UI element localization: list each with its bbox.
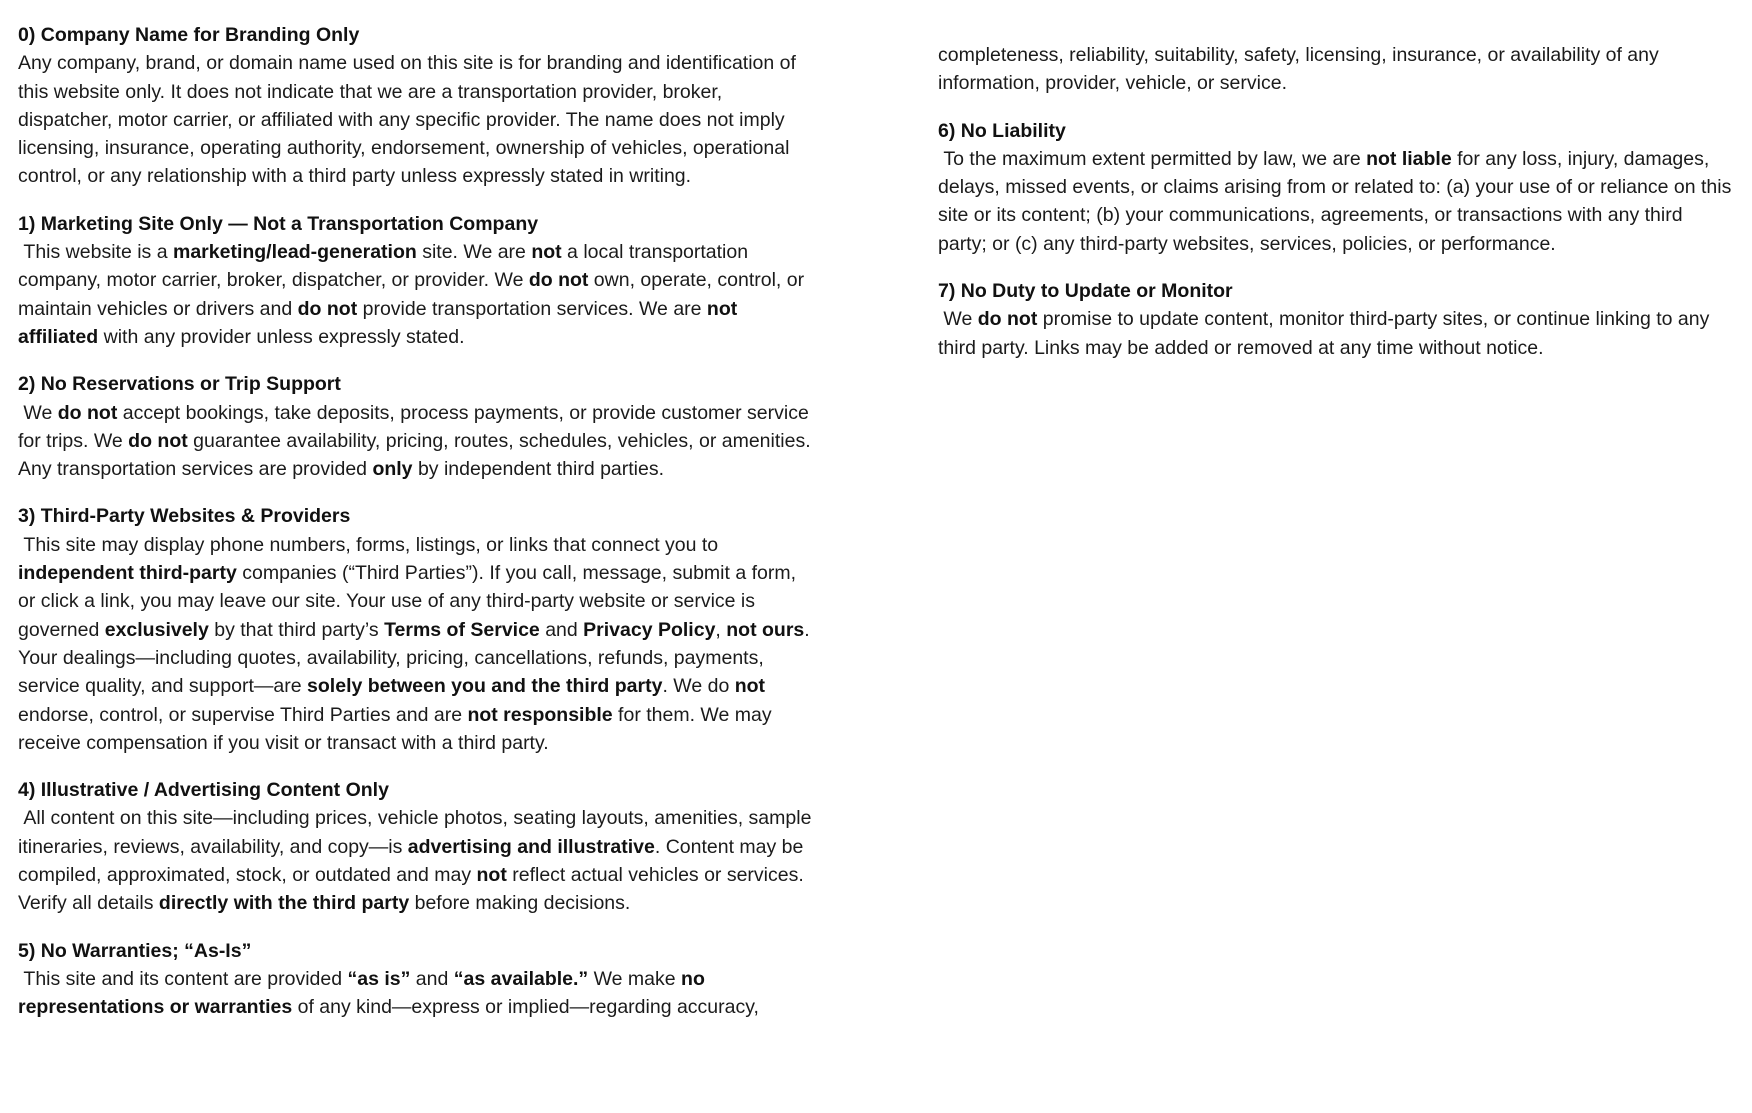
body-text: with any provider unless expressly stated. [98, 325, 465, 348]
disclaimer-section [18, 370, 814, 483]
body-text-bold: not [476, 864, 507, 887]
body-text: companies (“Third Parties”). If you call, message, submit a form, or click a link, you may leave our site. Your use of any third-party website or service is governed [18, 562, 802, 641]
section-body [938, 305, 1734, 362]
body-text-bold: only [372, 458, 413, 481]
body-text: . We do [662, 675, 735, 698]
body-text-bold: not ours [726, 618, 805, 641]
left-column [18, 21, 817, 1041]
body-text: for any loss, injury, damages, delays, missed events, or claims arising from or related to: (a) your use of or reliance on this site or its content; (b) your communications, agreements, or transactions with any third party; or (c) any third-party websites, services, policies, or performance. [938, 147, 1737, 255]
right-column [938, 21, 1737, 1041]
body-text-bold: directly with the third party [158, 892, 410, 915]
body-text: All content on this site—including prices, vehicle photos, seating layouts, amenities, sample itineraries, reviews, availability, and copy—is [18, 807, 817, 858]
section-body [938, 41, 1734, 98]
body-text-bold: not affiliated [18, 297, 743, 348]
body-text: for them. We may receive compensation if you visit or transact with a third party. [18, 703, 777, 754]
section-heading: 2) No Reservations or Trip Support [18, 373, 341, 396]
disclaimer-section [938, 277, 1734, 362]
body-text: . Content may be compiled, approximated, stock, or outdated and may [18, 835, 809, 887]
body-text: , [715, 618, 727, 641]
body-text-bold: do not [128, 429, 188, 452]
disclaimer-section [938, 117, 1737, 258]
body-text: site. We are [416, 241, 532, 264]
section-heading: 5) No Warranties; “As-Is” [18, 939, 252, 962]
section-body [18, 965, 814, 1022]
disclaimer-section [18, 210, 814, 351]
section-heading: 7) No Duty to Update or Monitor [938, 280, 1233, 303]
body-text: We [18, 401, 58, 424]
section-heading: 6) No Liability [938, 119, 1066, 142]
body-text: a local transportation company, motor carrier, broker, dispatcher, or provider. We [18, 241, 754, 292]
body-text: To the maximum extent permitted by law, we are [938, 147, 1367, 170]
body-text: We [938, 308, 978, 331]
body-text: by that third party’s [208, 618, 385, 641]
disclaimer-section-continuation [938, 41, 1734, 98]
body-text: promise to update content, monitor third-party sites, or continue linking to any third party. Links may be added or removed at any time without notice. [938, 308, 1715, 359]
body-text-bold: exclusively [104, 618, 209, 641]
body-text-bold: do not [297, 297, 358, 320]
body-text: This website is a [18, 241, 173, 264]
body-text-bold: not responsible [467, 703, 613, 726]
section-body [18, 531, 814, 757]
section-body [18, 804, 817, 917]
body-text-bold: not [734, 675, 766, 698]
body-text-bold: no representations or warranties [18, 967, 711, 1019]
body-text-bold: marketing/lead-generation [172, 241, 417, 264]
body-text: completeness, reliability, suitability, safety, licensing, insurance, or availability of any information, provider, vehicle, or service. [938, 44, 1665, 95]
body-text-bold: do not [977, 308, 1038, 331]
disclaimer-section [18, 21, 814, 191]
body-text: This site may display phone numbers, forms, listings, or links that connect you to [18, 533, 724, 556]
body-text-bold: “as is” [347, 967, 411, 990]
disclaimer-section [18, 937, 814, 1022]
section-heading: 0) Company Name for Branding Only [18, 24, 360, 46]
body-text: endorse, control, or supervise Third Parties and are [18, 675, 771, 726]
body-text-bold: advertising and illustrative [407, 835, 655, 858]
body-text: and [539, 618, 584, 641]
body-text: own, operate, control, or maintain vehicles or drivers and [18, 269, 810, 320]
body-text: . Your dealings—including quotes, availability, pricing, cancellations, refunds, payments, service quality, and support—are [18, 618, 815, 698]
section-heading: 1) Marketing Site Only — Not a Transportation Company [18, 212, 539, 235]
body-text-bold: do not [528, 269, 589, 292]
body-text-bold: solely between you and the third party [307, 675, 663, 698]
body-text-bold: not liable [1366, 147, 1452, 170]
body-text: before making decisions. [409, 892, 631, 915]
body-text-bold: do not [57, 401, 118, 424]
body-text-bold: Privacy Policy [583, 618, 716, 641]
body-text: provide transportation services. We are [357, 297, 707, 320]
body-text: accept bookings, take deposits, process payments, or provide customer service for trips. We [18, 401, 815, 452]
body-text-bold: Terms of Service [384, 618, 540, 641]
body-text-bold: independent third-party [18, 562, 237, 585]
body-text: We make [588, 967, 682, 990]
section-body [18, 399, 814, 484]
body-text: guarantee availability, pricing, routes, schedules, vehicles, or amenities. Any transportation services are provided [18, 429, 815, 481]
section-body [18, 238, 814, 351]
section-body [938, 145, 1737, 258]
disclaimer-section [18, 502, 814, 757]
section-heading: 3) Third-Party Websites & Providers [18, 505, 351, 528]
section-heading: 4) Illustrative / Advertising Content Only [18, 779, 389, 802]
section-body [18, 49, 814, 190]
body-text: by independent third parties. [412, 458, 665, 481]
body-text-bold: not [531, 241, 562, 264]
disclaimer-section [18, 776, 817, 917]
body-text-bold: “as available.” [453, 967, 589, 990]
body-text: Any company, brand, or domain name used on this site is for branding and identification of this website only. It does not indicate that we are a transportation provider, broker, dispatcher, motor carrier, or affiliated with any specific provider. The name does not imply licensing, insurance, operating authority, endorsement, ownership of vehicles, operational control, or any relationship with a third party unless expressly stated in writing. [18, 52, 802, 188]
body-text: of any kind—express or implied—regarding accuracy, [292, 996, 759, 1019]
body-text: reflect actual vehicles or services. Verify all details [18, 864, 810, 915]
body-text: This site and its content are provided [18, 967, 348, 990]
body-text: and [410, 967, 454, 990]
